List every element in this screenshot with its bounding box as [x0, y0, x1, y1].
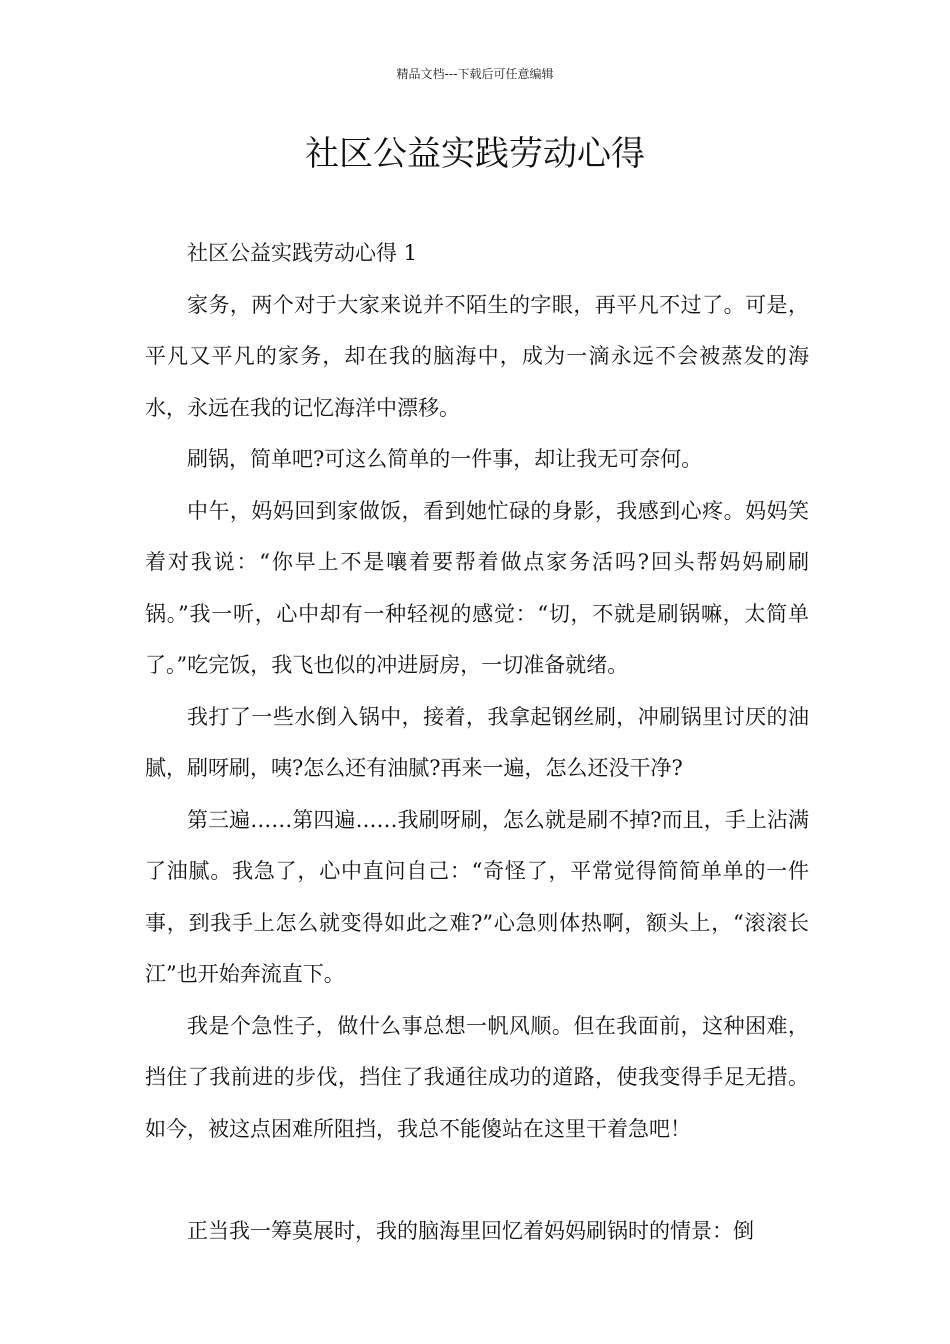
paragraph: 刷锅，简单吧?可这么简单的一件事，却让我无可奈何。	[187, 447, 703, 471]
paragraph: 我打了一些水倒入锅中，接着，我拿起钢丝刷，冲刷锅里讨厌的油腻，刷呀刷，咦?怎么还有油腻?再来一遍，怎么还没干净?	[145, 704, 809, 780]
paragraph: 家务，两个对于大家来说并不陌生的字眼，再平凡不过了。可是，平凡又平凡的家务，却在我的脑海中，成为一滴永远不会被蒸发的海水，永远在我的记忆海洋中漂移。	[145, 292, 809, 420]
section-heading: 社区公益实践劳动心得 1	[187, 241, 418, 265]
paragraph: 第三遍……第四遍……我刷呀刷，怎么就是刷不掉?而且，手上沾满了油腻。我急了，心中直问自己：“奇怪了，平常觉得简简单单的一件事，到我手上怎么就变得如此之难?”心急则体热啊，额头上，“滚滚长江”也开始奔流直下。	[145, 807, 809, 986]
paragraph: 我是个急性子，做什么事总想一帆风顺。但在我面前，这种困难，挡住了我前进的步伐，挡住了我通往成功的道路，使我变得手足无措。如今，被这点困难所阻挡，我总不能傻站在这里干着急吧！	[145, 1013, 809, 1141]
paragraph: 正当我一筹莫展时，我的脑海里回忆着妈妈刷锅时的情景：倒	[187, 1219, 754, 1243]
header-note: 精品文档---下载后可任意编辑	[396, 67, 554, 81]
paragraph: 中午，妈妈回到家做饭，看到她忙碌的身影，我感到心疼。妈妈笑着对我说：“你早上不是嚷着要帮着做点家务活吗?回头帮妈妈刷刷锅。”我一听，心中却有一种轻视的感觉：“切，不就是刷锅嘛，太简单了。”吃完饭，我飞也似的冲进厨房，一切准备就绪。	[145, 498, 809, 677]
document-body	[145, 228, 809, 1258]
document-title: 社区公益实践劳动心得	[305, 134, 645, 174]
